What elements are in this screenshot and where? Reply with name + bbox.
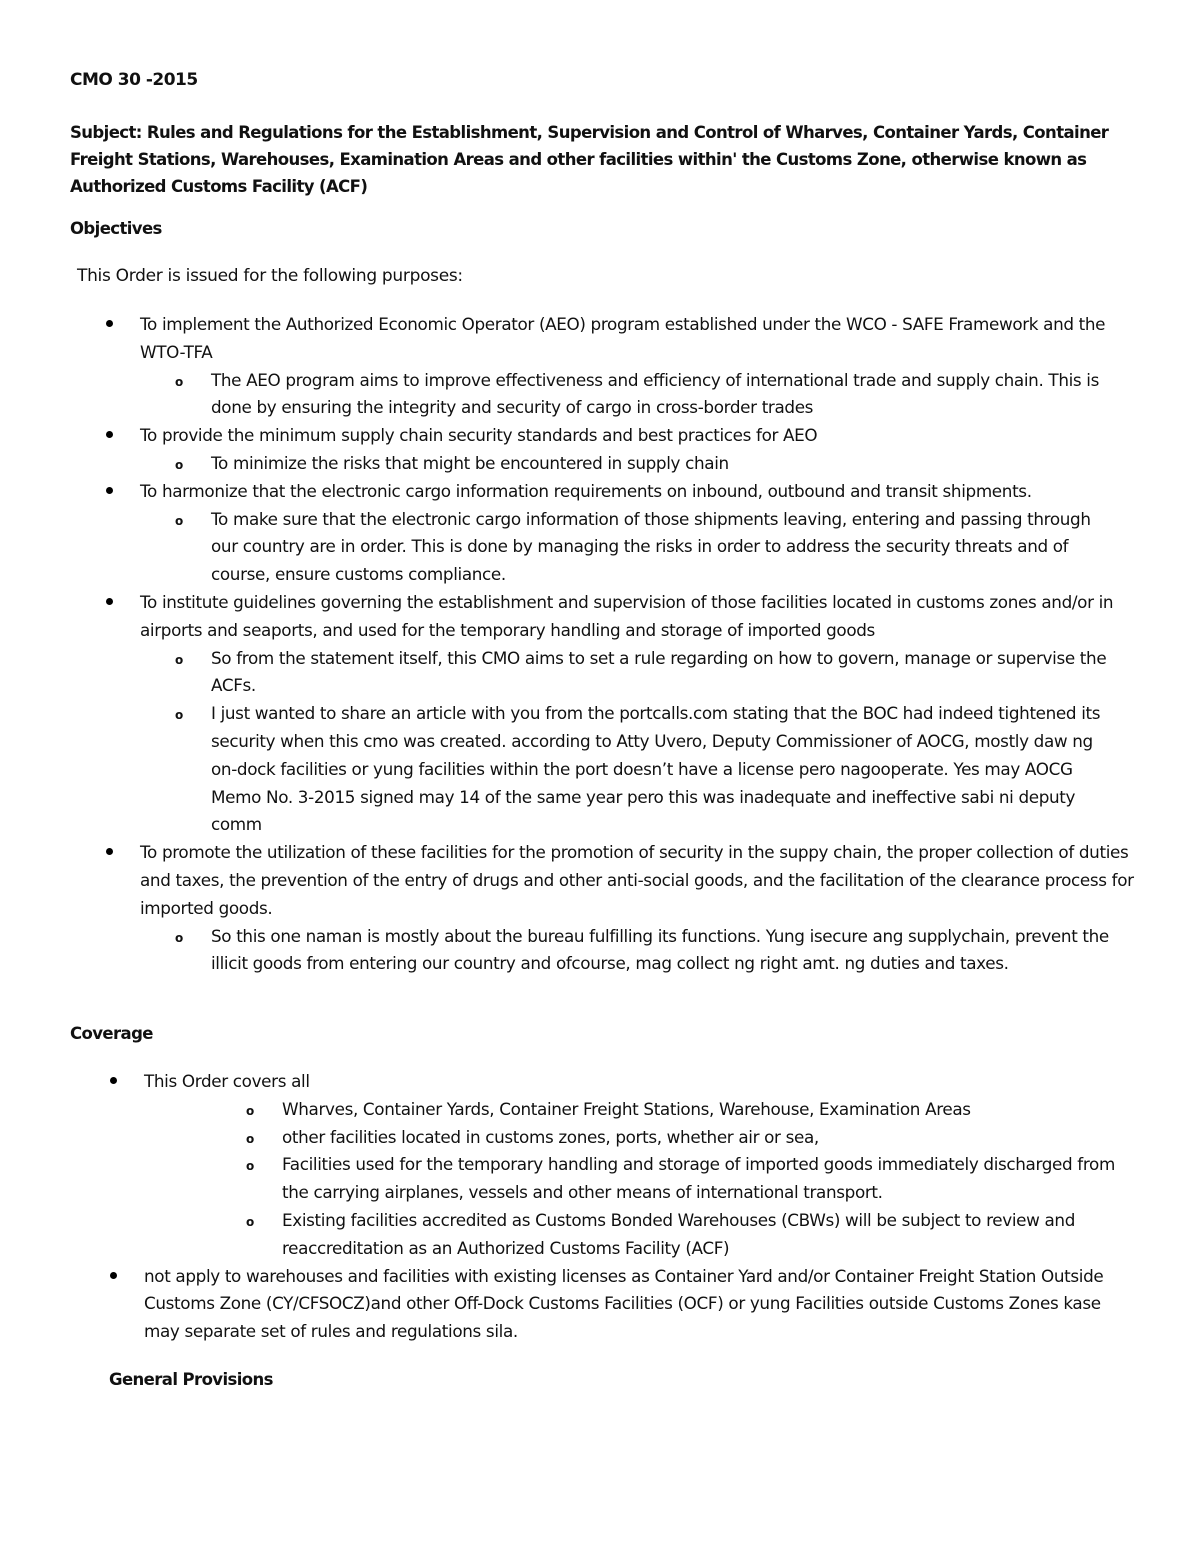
sub-list-item-text: To make sure that the electronic cargo information of those shipments leaving, entering and passing through our country are in order. This is done by managing the risks in order to address the security threats and of course, ensure customs compliance. bbox=[211, 508, 1091, 585]
sub-list-item-text: Wharves, Container Yards, Container Freight Stations, Warehouse, Examination Areas bbox=[282, 1098, 971, 1119]
sub-bullet-icon: o bbox=[246, 1103, 254, 1118]
sub-list bbox=[140, 367, 1135, 423]
bullet-icon bbox=[110, 1272, 117, 1279]
bullet-icon bbox=[106, 431, 113, 438]
sub-list-item bbox=[175, 367, 1135, 423]
sub-bullet-icon: o bbox=[175, 652, 183, 667]
sub-list-item bbox=[175, 923, 1135, 979]
list-item-text: To promote the utilization of these facilities for the promotion of security in the suppy chain, the proper collection of duties and taxes, the prevention of the entry of drugs and other anti-social goods, and the facilitation of the clearance process for imported goods. bbox=[140, 842, 1134, 918]
list-item bbox=[0, 478, 1135, 589]
sub-list-item bbox=[175, 645, 1135, 701]
bullet-icon bbox=[106, 848, 113, 855]
document-subject: Subject: Rules and Regulations for the Establishment, Supervision and Control of Wharves, Container Yards, Container Freight Stations, Warehouses, Examination Areas and other facilities within' the Customs Zone, otherwise known as Authorized Customs Facility (ACF) bbox=[70, 123, 1109, 196]
sub-list-item bbox=[246, 1096, 1134, 1124]
sub-bullet-icon: o bbox=[175, 513, 183, 528]
sub-bullet-icon: o bbox=[175, 374, 183, 389]
sub-bullet-icon: o bbox=[175, 708, 183, 723]
bullet-icon bbox=[106, 487, 113, 494]
list-item-text: To provide the minimum supply chain security standards and best practices for AEO bbox=[140, 425, 818, 446]
sub-list bbox=[140, 923, 1135, 979]
list-item-text: This Order covers all bbox=[144, 1071, 310, 1091]
sub-list-item-text: Facilities used for the temporary handling and storage of imported goods immediately discharged from the carrying airplanes, vessels and other means of international transport. bbox=[282, 1154, 1115, 1203]
sub-list-item bbox=[246, 1124, 1134, 1152]
document-title: CMO 30 -2015 bbox=[70, 70, 198, 90]
sub-list-item bbox=[246, 1207, 1134, 1263]
objectives-intro: This Order is issued for the following purposes: bbox=[77, 266, 463, 286]
sub-list bbox=[144, 1096, 1134, 1263]
sub-list-item-text: other facilities located in customs zones, ports, whether air or sea, bbox=[282, 1126, 819, 1147]
list-item-text: To harmonize that the electronic cargo information requirements on inbound, outbound and transit shipments. bbox=[140, 480, 1032, 501]
list-item bbox=[0, 839, 1135, 978]
sub-list-item bbox=[175, 700, 1135, 839]
objectives-list bbox=[0, 311, 1135, 978]
coverage-list bbox=[0, 1068, 1134, 1346]
sub-list bbox=[140, 506, 1135, 589]
sub-list-item-text: Existing facilities accredited as Customs Bonded Warehouses (CBWs) will be subject to review and reaccreditation as an Authorized Customs Facility (ACF) bbox=[282, 1209, 1075, 1258]
sub-bullet-icon: o bbox=[246, 1131, 254, 1146]
sub-list-item-text: I just wanted to share an article with you from the portcalls.com stating that the BOC had indeed tightened its security when this cmo was created. according to Atty Uvero, Deputy Commissioner of AOCG, mostly daw ng on-dock facilities or yung facilities within the port doesn’t have a license pero nagooperate. Yes may AOCG Memo No. 3-2015 signed may 14 of the same year pero this was inadequate and ineffective sabi ni deputy comm bbox=[211, 703, 1101, 835]
sub-list-item-text: To minimize the risks that might be encountered in supply chain bbox=[211, 452, 729, 473]
list-item-text: To institute guidelines governing the establishment and supervision of those facilities located in customs zones and/or in airports and seaports, and used for the temporary handling and storage of imported goods bbox=[140, 591, 1114, 640]
coverage-heading: Coverage bbox=[70, 1024, 153, 1043]
sub-list-item bbox=[175, 506, 1135, 589]
sub-list-item-text: So from the statement itself, this CMO aims to set a rule regarding on how to govern, manage or supervise the ACFs. bbox=[211, 647, 1107, 696]
bullet-icon bbox=[106, 598, 113, 605]
list-item-text: not apply to warehouses and facilities with existing licenses as Container Yard and/or Container Freight Station Outside Customs Zone (CY/CFSOCZ)and other Off-Dock Customs Facilities (OCF) or yung Facilities outside Customs Zones kase may separate set of rules and regulations sila. bbox=[144, 1265, 1104, 1342]
general-provisions-heading: General Provisions bbox=[109, 1370, 273, 1389]
list-item bbox=[0, 1263, 1134, 1346]
sub-list bbox=[140, 645, 1135, 840]
list-item bbox=[0, 1068, 1134, 1263]
sub-list-item bbox=[175, 450, 1135, 478]
list-item bbox=[0, 311, 1135, 422]
sub-bullet-icon: o bbox=[175, 930, 183, 945]
sub-list-item bbox=[246, 1151, 1134, 1207]
sub-list-item-text: The AEO program aims to improve effectiveness and efficiency of international trade and supply chain. This is done by ensuring the integrity and security of cargo in cross-border trades bbox=[211, 369, 1099, 418]
sub-list-item-text: So this one naman is mostly about the bureau fulfilling its functions. Yung isecure ang supplychain, prevent the illicit goods from entering our country and ofcourse, mag collect ng right amt. ng duties and taxes. bbox=[211, 925, 1109, 974]
list-item bbox=[0, 422, 1135, 478]
sub-bullet-icon: o bbox=[246, 1159, 254, 1174]
objectives-heading: Objectives bbox=[70, 219, 162, 238]
sub-list bbox=[140, 450, 1135, 478]
bullet-icon bbox=[106, 320, 113, 327]
list-item bbox=[0, 589, 1135, 839]
sub-bullet-icon: o bbox=[175, 457, 183, 472]
bullet-icon bbox=[110, 1077, 117, 1084]
list-item-text: To implement the Authorized Economic Operator (AEO) program established under the WCO - SAFE Framework and the WTO-TFA bbox=[140, 314, 1106, 362]
sub-bullet-icon: o bbox=[246, 1214, 254, 1229]
